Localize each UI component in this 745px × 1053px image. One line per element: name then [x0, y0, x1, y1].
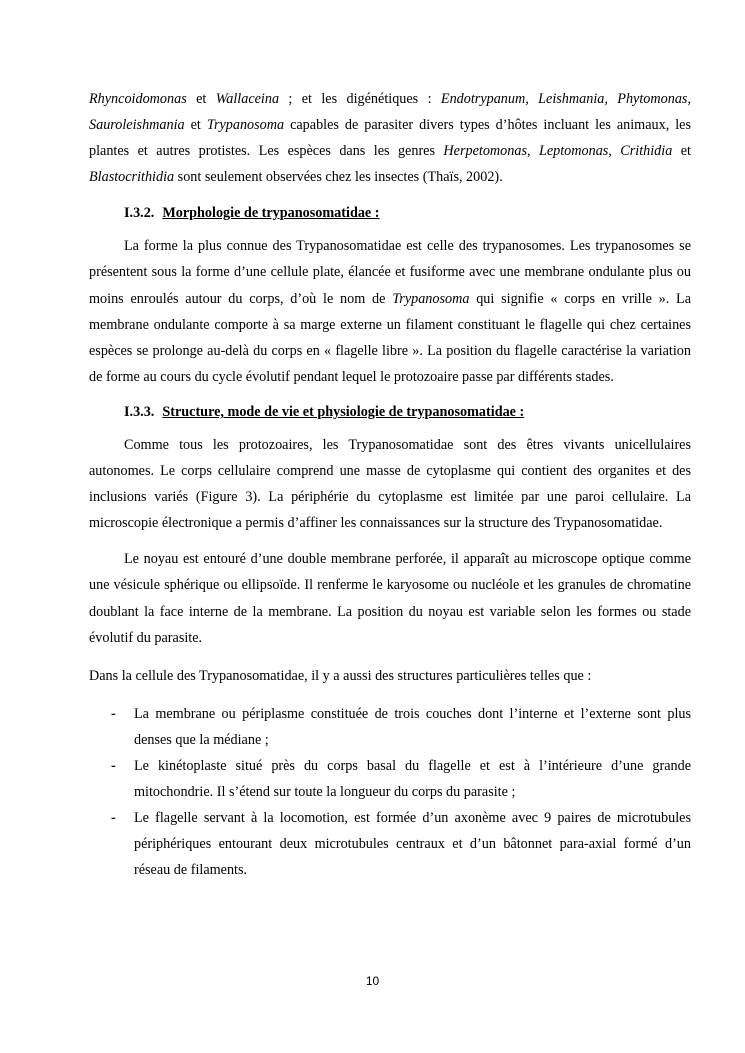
section-number: I.3.2.	[124, 205, 155, 222]
section-heading-morphologie	[124, 203, 691, 223]
structures-intro-paragraph: Dans la cellule des Trypanosomatidae, il y a aussi des structures particulières telles que :	[89, 667, 592, 684]
list-item-text: Le kinétoplaste situé près du corps basal du flagelle et est à l’intérieure d’une grande mitochondrie. Il s’étend sur toute la longueur du corps du parasite ;	[134, 757, 691, 801]
list-item	[89, 805, 691, 883]
genus-name: Trypanosoma	[206, 117, 285, 134]
page-number: 10	[365, 974, 380, 988]
genus-names: Herpetomonas, Leptomonas, Crithidia	[443, 143, 673, 160]
list-item	[89, 753, 691, 805]
text-run: ; et les digénétiques :	[279, 91, 441, 107]
section-heading-structure	[124, 402, 691, 422]
bullet-dash: -	[111, 705, 116, 722]
text-run: La forme la plus connue des Trypanosomatidae est celle des trypanosomes. Les trypanosomes se présentent sous la forme d’une cellule plate, élancée et fusiforme avec une membrane ondulante plus ou moins enroulés autour du corps, d’où le nom de	[89, 238, 691, 307]
text-run: et	[672, 143, 691, 160]
text-run: qui signifie « corps en vrille ». La membrane ondulante comporte à sa marge externe un filament constituant le flagelle qui chez certaines espèces se prolonge au-delà du corps en « flagelle libre ». La position du flagelle caractérise la variation de forme au cours du cycle évolutif pendant lequel le protozoaire passe par différents stades.	[89, 290, 691, 385]
genus-name: Wallaceina	[215, 91, 280, 107]
text-run: sont seulement observées chez les insectes (Thaïs, 2002).	[174, 169, 503, 186]
document-page	[89, 86, 691, 883]
intro-paragraph	[89, 86, 691, 190]
morphologie-paragraph	[89, 233, 691, 390]
bullet-dash: -	[111, 810, 116, 827]
structures-list	[89, 701, 691, 884]
list-item-text: Le flagelle servant à la locomotion, est formée d’un axonème avec 9 paires de microtubules périphériques entourant deux microtubules centraux et d’un bâtonnet para-axial formé d’un réseau de filaments.	[134, 810, 691, 879]
noyau-paragraph: Le noyau est entouré d’une double membrane perforée, il apparaît au microscope optique comme une vésicule sphérique ou ellipsoïde. Il renferme le karyosome ou nucléole et les granules de chromatine doublant la face interne de la membrane. La position du noyau est variable selon les formes ou stade évolutif du parasite.	[89, 551, 691, 646]
bullet-dash: -	[111, 757, 116, 774]
genus-name: Trypanosoma	[392, 290, 470, 307]
structure-paragraph: Comme tous les protozoaires, les Trypanosomatidae sont des êtres vivants unicellulaires autonomes. Le corps cellulaire comprend une masse de cytoplasme qui contient des organites et des inclusions variés (Figure 3). La périphérie du cytoplasme est limitée par une paroi cellulaire. La microscopie électronique a permis d’affiner les connaissances sur la structure des Trypanosomatidae.	[89, 436, 691, 532]
genus-name: Blastocrithidia	[89, 169, 175, 186]
section-number: I.3.3.	[124, 403, 155, 420]
list-item-text: La membrane ou périplasme constituée de trois couches dont l’interne et l’externe sont plus denses que la médiane ;	[134, 705, 691, 748]
section-title: Morphologie de trypanosomatidae :	[162, 205, 380, 222]
genus-name: Rhyncoidomonas	[89, 91, 187, 107]
text-run: capables de parasiter divers types d’hôtes incluant les animaux, les plantes et autres protistes. Les espèces dans les genres	[89, 117, 691, 160]
text-run: et	[184, 117, 207, 134]
text-run: et	[186, 91, 216, 107]
genus-names: Endotrypanum, Leishmania, Phytomonas, Sauroleishmania	[89, 91, 691, 134]
list-item	[89, 701, 691, 753]
section-title: Structure, mode de vie et physiologie de trypanosomatidae :	[162, 403, 525, 420]
